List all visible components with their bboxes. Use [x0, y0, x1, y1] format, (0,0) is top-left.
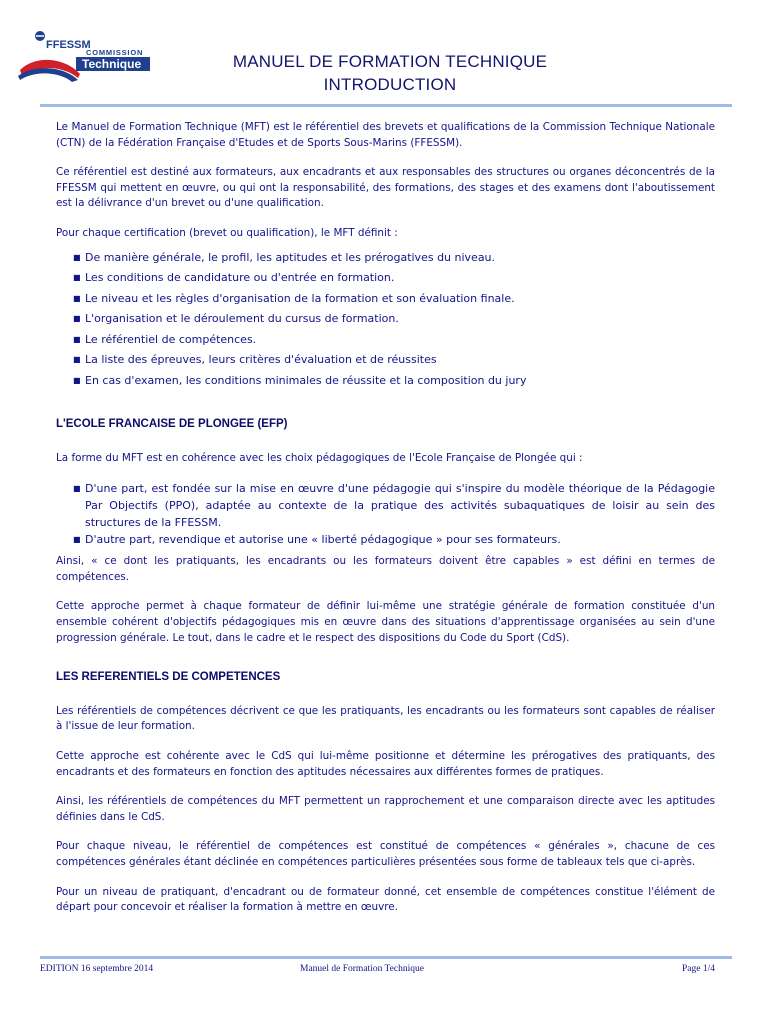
mft-definition-list [56, 248, 715, 392]
paragraph-capabilities: Ainsi, « ce dont les pratiquants, les encadrants ou les formateurs doivent être capables » est défini en termes de compétences. [56, 555, 715, 583]
document-body [56, 120, 715, 916]
paragraph-intro: Le Manuel de Formation Technique (MFT) est le référentiel des brevets et qualifications de la Commission Technique Nationale (CTN) de la Fédération Française d'Etudes et de Sports Sous-Marins (FFESSM). [56, 121, 715, 149]
paragraph-cds: Cette approche est cohérente avec le CdS qui lui-même positionne et détermine les prérogatives des pratiquants, des encadrants et des formateurs en fonction des aptitudes nécessaires aux différentes formes de pratiques. [56, 750, 715, 778]
list-item: ■ Le référentiel de compétences. [73, 332, 257, 346]
footer-divider [40, 956, 732, 959]
section-heading-efp: L'ECOLE FRANCAISE DE PLONGEE (EFP) [56, 418, 288, 431]
paragraph-comparison: Ainsi, les référentiels de compétences du MFT permettent un rapprochement et une comparaison directe avec les aptitudes définies dans le CdS. [56, 795, 715, 823]
list-item: ■ L'organisation et le déroulement du cursus de formation. [73, 312, 399, 326]
list-item: ■ La liste des épreuves, leurs critères d'évaluation et de réussites [73, 353, 437, 367]
section-heading-referentiels: LES REFERENTIELS DE COMPETENCES [56, 671, 281, 684]
paragraph-approach: Cette approche permet à chaque formateur de définir lui-même une stratégie générale de formation constituée d'un ensemble cohérent d'objectifs pédagogiques mis en œuvre dans des situations d'apprentissage organisées au sein d'une progression générale. Le tout, dans le cadre et le respect des dispositions du Code du Sport (CdS). [56, 600, 715, 644]
svg-text:COMMISSION: COMMISSION [86, 48, 144, 57]
list-item: ■ De manière générale, le profil, les aptitudes et les prérogatives du niveau. [73, 250, 496, 264]
list-item: ■ En cas d'examen, les conditions minimales de réussite et la composition du jury [73, 373, 527, 387]
list-item: ■ Les conditions de candidature ou d'entrée en formation. [73, 271, 395, 285]
paragraph-general-competences: Pour chaque niveau, le référentiel de compétences est constitué de compétences « générales », chacune de ces compétences générales étant déclinée en compétences particulières présentées sous forme de tableaux tels que ci-après. [56, 840, 715, 868]
paragraph-referentiels: Les référentiels de compétences décrivent ce que les pratiquants, les encadrants ou les formateurs sont capables de réaliser à l'issue de leur formation. [56, 704, 715, 733]
svg-text:Technique: Technique [82, 57, 142, 71]
title-line-1: MANUEL DE FORMATION TECHNIQUE [232, 52, 548, 71]
document-title [160, 50, 620, 96]
list-item: ■ Le niveau et les règles d'organisation de la formation et son évaluation finale. [73, 291, 515, 305]
list-item: ■ D'une part, est fondée sur la mise en œuvre d'une pédagogie qui s'inspire du modèle théorique de la Pédagogie Par Objectifs (PPO), adaptée au contexte de la pratique des activités subaquatiques de loisir au sein des structures de la FFESSM. [73, 482, 715, 530]
footer-doc-title: Manuel de Formation Technique [300, 964, 424, 974]
efp-list [56, 480, 715, 548]
list-item: ■ D'autre part, revendique et autorise une « liberté pédagogique » pour ses formateurs. [73, 533, 561, 547]
paragraph-audience: Ce référentiel est destiné aux formateurs, aux encadrants et aux responsables des structures ou organes déconcentrés de la FFESSM qui mettent en œuvre, ou qui ont la responsabilité, des formations, des stages et des examens dont l'aboutissement est la délivrance d'un brevet ou d'une qualification. [56, 166, 715, 210]
paragraph-certification: Pour chaque certification (brevet ou qualification), le MFT définit : [56, 226, 398, 239]
footer-page-number: Page 1/4 [682, 964, 715, 974]
ffessm-commission-technique-logo [16, 24, 152, 82]
paragraph-efp: La forme du MFT est en cohérence avec les choix pédagogiques de l'Ecole Française de Plongée qui : [56, 451, 583, 464]
title-line-2: INTRODUCTION [323, 75, 457, 94]
paragraph-starting-point: Pour un niveau de pratiquant, d'encadrant ou de formateur donné, cet ensemble de compétences constitue l'élément de départ pour concevoir et réaliser la formation à mettre en œuvre. [56, 885, 715, 914]
header-divider [40, 104, 732, 107]
svg-text:FFESSM: FFESSM [46, 39, 91, 51]
footer-edition: EDITION 16 septembre 2014 [40, 964, 154, 974]
